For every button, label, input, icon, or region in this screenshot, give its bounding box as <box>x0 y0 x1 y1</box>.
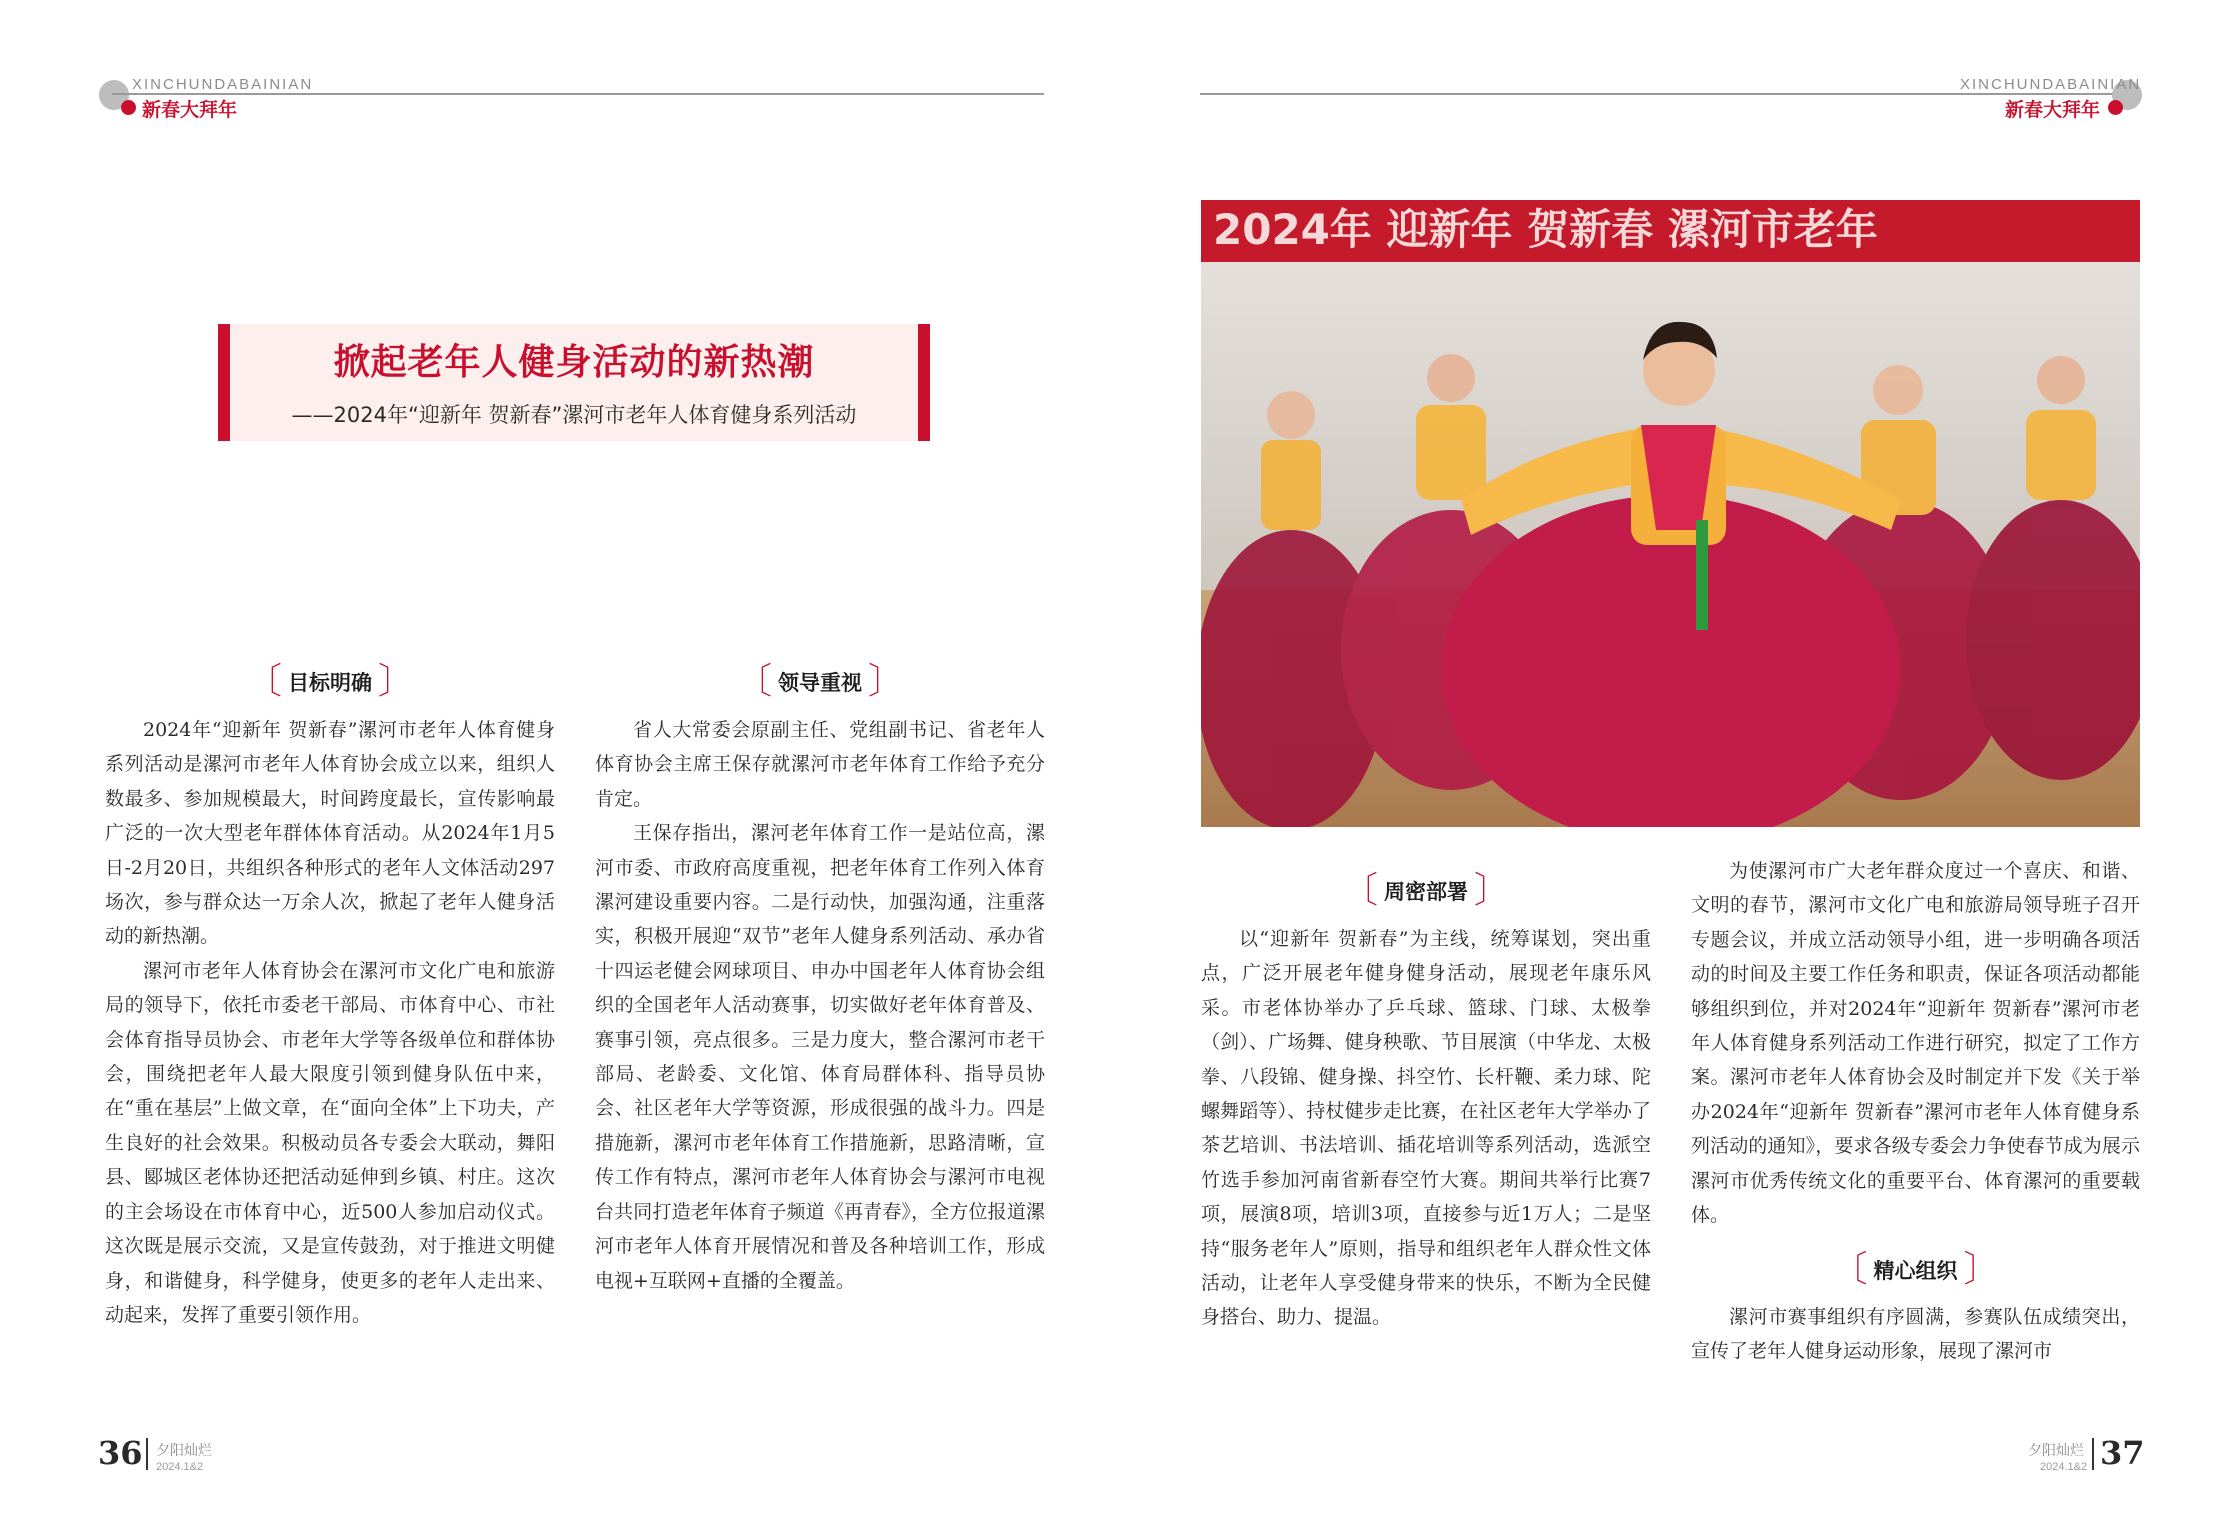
bracket-right-icon: 〕 <box>1963 1249 2000 1290</box>
paragraph: 王保存指出，漯河老年体育工作一是站位高，漯河市委、市政府高度重视，把老年体育工作列入体育漯河建设重要内容。二是行动快，加强沟通，注重落实，积极开展迎“双节”老年人健身系列活动、承办省十四运老健会网球项目、申办中国老年人体育协会组织的全国老年人活动赛事，切实做好老年体育普及、赛事引领，亮点很多。三是力度大，整合漯河市老干部局、老龄委、文化馆、体育局群体科、指导员协会、社区老年大学等资源，形成很强的战斗力。四是措施新，漯河市老年体育工作措施新，思路清晰，宣传工作有特点，漯河市老年人体育协会与漯河市电视台共同打造老年体育子频道《再青春》，全方位报道漯河市老年人体育开展情况和普及各种培训工作，形成电视+互联网+直播的全覆盖。 <box>595 822 1045 1292</box>
header-left-rule <box>112 93 1044 95</box>
paragraph: 漯河市老年人体育协会在漯河市文化广电和旅游局的领导下，依托市委老干部局、市体育中心、市社会体育指导员协会、市老年大学等各级单位和群体协会，围绕把老年人最大限度引领到健身队伍中来，在“重在基层”上做文章，在“面向全体”上下功夫，产生良好的社会效果。积极动员各专委会大联动，舞阳县、郾城区老体协还把活动延伸到乡镇、村庄。这次的主会场设在市体育中心，近500人参加启动仪式。这次既是展示交流，又是宣传鼓劲，对于推进文明健身，和谐健身，科学健身，使更多的老年人走出来、动起来，发挥了重要引领作用。 <box>105 959 555 1326</box>
paragraph: 漯河市赛事组织有序圆满，参赛队伍成绩突出，宣传了老年人健身运动形象，展现了漯河市 <box>1691 1306 2140 1363</box>
header-right-running-title-en: XINCHUNDABAINIAN <box>1960 76 2142 93</box>
folio-left-page-number: 36 <box>98 1434 143 1472</box>
header-left-running-title-cn: 新春大拜年 <box>142 99 238 121</box>
header-left-red-dot <box>121 100 136 115</box>
folio-right-issue: 2024.1&2 <box>2040 1461 2088 1473</box>
bracket-left-icon: 〔 <box>1831 1249 1868 1290</box>
article-title: 掀起老年人健身活动的新热潮 <box>333 342 815 383</box>
header-right-red-dot <box>2108 100 2123 115</box>
column-4-body <box>1691 854 2140 1232</box>
column-4-continued-body <box>1691 1300 2140 1369</box>
folio-left-magazine: 夕阳灿烂 <box>156 1443 212 1459</box>
section-heading-label: 周密部署 <box>1384 880 1468 904</box>
paragraph: 为使漯河市广大老年群众度过一个喜庆、和谐、文明的春节，漯河市文化广电和旅游局领导班子召开专题会议，并成立活动领导小组，进一步明确各项活动的时间及主要工作任务和职责，保证各项活动都能够组织到位，并对2024年“迎新年 贺新春”漯河市老年人体育健身系列活动工作进行研究，拟定了工作方案。漯河市老年人体育协会及时制定并下发《关于举办2024年“迎新年 贺新春”漯河市老年人体育健身系列活动的通知》，要求各级专委会力争使春节成为展示漯河市优秀传统文化的重要平台、体育漯河的重要载体。 <box>1691 860 2140 1227</box>
paragraph: 省人大常委会原副主任、党组副书记、省老年人体育协会主席王保存就漯河市老年体育工作给予充分肯定。 <box>595 719 1045 810</box>
section-heading-label: 领导重视 <box>778 671 862 695</box>
section-heading-label: 精心组织 <box>1873 1259 1958 1283</box>
section-heading-organization <box>1691 1250 2140 1290</box>
paragraph: 以“迎新年 贺新春”为主线，统筹谋划，突出重点，广泛开展老年健身健身活动，展现老年康乐风采。市老体协举办了乒乓球、篮球、门球、太极拳（剑）、广场舞、健身秧歌、节目展演（中华龙、太极拳、八段锦、健身操、抖空竹、长杆鞭、柔力球、陀螺舞蹈等）、持杖健步走比赛，在社区老年大学举办了茶艺培训、书法培训、插花培训等系列活动，选派空竹选手参加河南省新春空竹大赛。期间共举行比赛7项，展演8项，培训3项，直接参与近1万人；二是坚持“服务老年人”原则，指导和组织老年人群众性文体活动，让老年人享受健身带来的快乐，不断为全民健身搭台、助力、提温。 <box>1201 928 1651 1329</box>
header-right-running-title-cn: 新春大拜年 <box>2005 99 2101 121</box>
photo-illustration <box>1201 200 2140 827</box>
bracket-right-icon: 〕 <box>378 661 415 702</box>
bracket-right-icon: 〕 <box>868 661 905 702</box>
section-heading-label: 目标明确 <box>288 671 372 695</box>
bracket-left-icon: 〔 <box>735 661 772 702</box>
bracket-right-icon: 〕 <box>1474 870 1511 911</box>
header-left-running-title-en: XINCHUNDABAINIAN <box>132 76 314 93</box>
section-heading-goals <box>105 662 555 702</box>
section-heading-deployment <box>1201 871 1651 911</box>
folio-right-divider <box>2092 1438 2094 1470</box>
section-heading-leadership <box>595 662 1045 702</box>
paragraph: 2024年“迎新年 贺新春”漯河市老年人体育健身系列活动是漯河市老年人体育协会成立以来，组织人数最多、参加规模最大，时间跨度最长，宣传影响最广泛的一次大型老年群体体育活动。从2024年1月5日-2月20日，共组织各种形式的老年人文体活动297场次，参与群众达一万余人次，掀起了老年人健身活动的新热潮。 <box>105 719 555 948</box>
folio-right-magazine: 夕阳灿烂 <box>2028 1443 2084 1459</box>
folio-left-divider <box>146 1438 148 1470</box>
article-subtitle: ——2024年“迎新年 贺新春”漯河市老年人体育健身系列活动 <box>291 403 857 427</box>
header-right-rule <box>1200 93 2122 95</box>
column-2-body <box>595 713 1045 1298</box>
photo-banner-text: 2024年 迎新年 贺新春 漯河市老年 <box>1213 205 1878 254</box>
folio-left-issue: 2024.1&2 <box>156 1461 204 1473</box>
bracket-left-icon: 〔 <box>245 661 282 702</box>
column-3-body <box>1201 922 1651 1335</box>
column-1-body <box>105 713 555 1332</box>
folio-right-page-number: 37 <box>2100 1434 2145 1472</box>
bracket-left-icon: 〔 <box>1341 870 1378 911</box>
dance-performance-photo <box>1201 200 2140 827</box>
